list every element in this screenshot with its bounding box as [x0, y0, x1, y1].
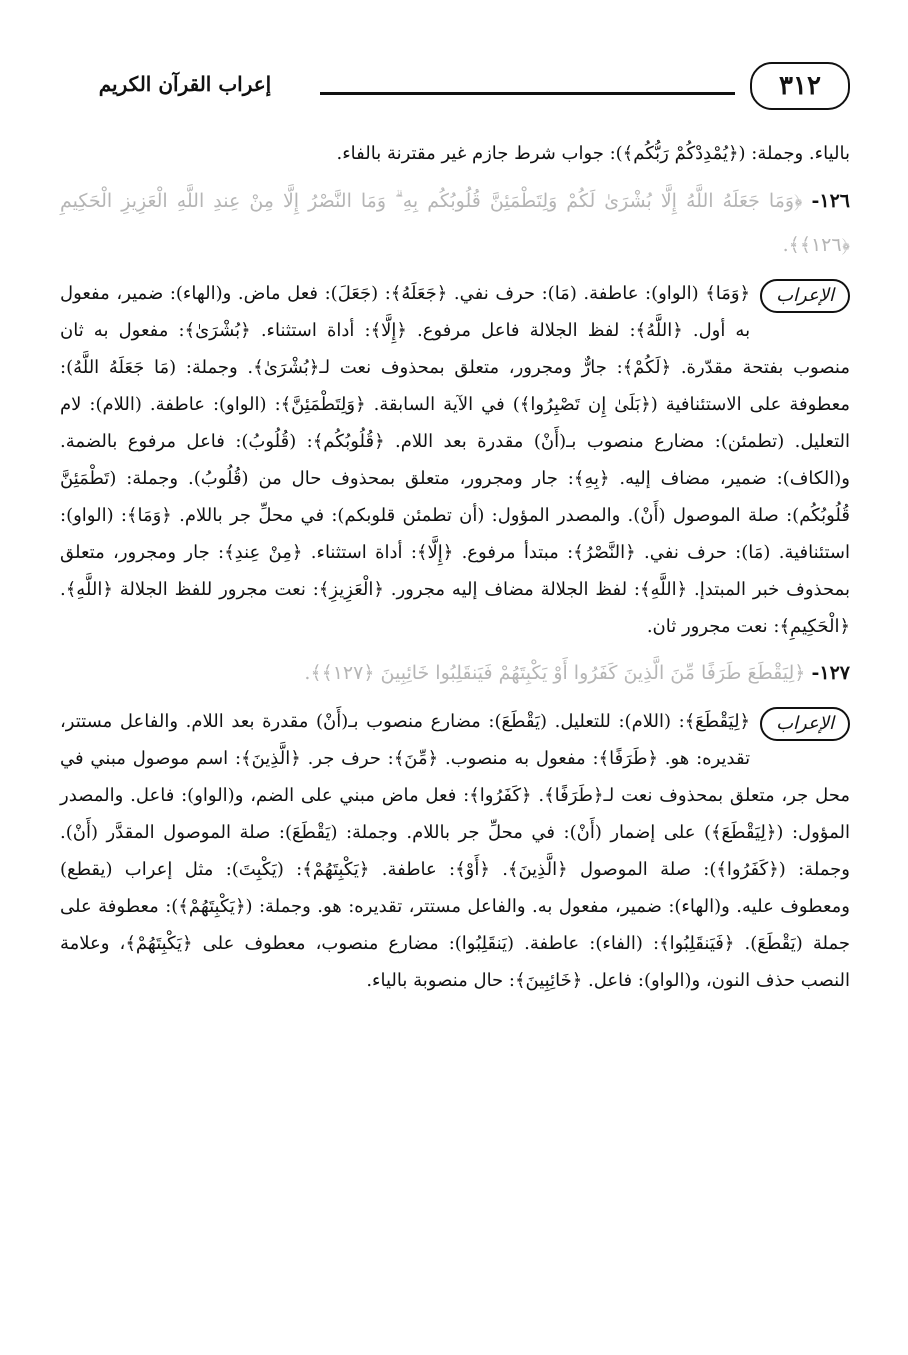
paragraph-intro: بالياء. وجملة: (﴿يُمْدِدْكُمْ رَبُّكُم﴾): جواب شرط جازم غير مقترنة بالفاء.	[336, 143, 850, 164]
irab-paragraph-127	[60, 703, 850, 999]
irab-paragraph-126	[60, 275, 850, 645]
irab-text: ﴿لِيَقْطَعَ﴾: (اللام): للتعليل. (يَقْطَعَ): مضارع منصوب بـ(أَنْ) مقدرة بعد اللام. والفاعل مستتر، تقديره: هو. ﴿طَرَفًا﴾: مفعول به منصوب. ﴿مِّنَ﴾: حرف جر. ﴿الَّذِينَ﴾: اسم موصول مبني في محل جر، متعلق بمحذوف نعت لـ﴿طَرَفًا﴾. ﴿كَفَرُوا﴾: فعل ماض مبني على الضم، و(الواو): فاعل. والمصدر المؤول: (﴿لِيَقْطَعَ﴾) على إضمار (أَنْ): في محلِّ جر باللام. وجملة: (يَقْطَعَ): صلة الموصول المقدَّر (أَنْ). وجملة: (﴿كَفَرُوا﴾): صلة الموصول ﴿الَّذِينَ﴾. ﴿أَوْ﴾: عاطفة. ﴿يَكْبِتَهُمْ﴾: (يَكْبِتَ): مثل إعراب (يقطع) ومعطوف عليه. و(الهاء): ضمير، مفعول به. والفاعل مستتر، تقديره: هو. وجملة: (﴿يَكْبِتَهُمْ﴾): معطوفة على جملة (يَقْطَعَ). ﴿فَيَنقَلِبُوا﴾: (الفاء): عاطفة. (يَنقَلِبُوا): مضارع منصوب، معطوف على ﴿يَكْبِتَهُمْ﴾، وعلامة النصب حذف النون، و(الواو): فاعل. ﴿خَائِبِينَ﴾: حال منصوبة بالياء.	[60, 711, 850, 991]
irab-label: الإعراب	[760, 279, 850, 313]
page-header	[60, 62, 850, 122]
irab-text: ﴿وَمَا﴾ (الواو): عاطفة. (مَا): حرف نفي. ﴿جَعَلَهُ﴾: (جَعَلَ): فعل ماض. و(الهاء): ضمير، مفعول به أول. ﴿اللَّهُ﴾: لفظ الجلالة فاعل مرفوع. ﴿إِلَّا﴾: أداة استثناء. ﴿بُشْرَىٰ﴾: مفعول به ثان منصوب بفتحة مقدّرة. ﴿لَكُمْ﴾: جارٌّ ومجرور، متعلق بمحذوف نعت لـ﴿بُشْرَىٰ﴾. وجملة: (مَا جَعَلَهُ اللَّهُ): معطوفة على الاستئنافية (﴿بَلَىٰ إِن تَصْبِرُوا﴾) في الآية السابقة. ﴿وَلِتَطْمَئِنَّ﴾: (الواو): عاطفة. (اللام): لام التعليل. (تطمئن): مضارع منصوب بـ(أَنْ) مقدرة بعد اللام. ﴿قُلُوبُكُم﴾: (قُلُوبُ): فاعل مرفوع بالضمة. و(الكاف): ضمير، مضاف إليه. ﴿بِهِ﴾: جار ومجرور، متعلق بمحذوف حال من (قُلُوبُ). وجملة: (تَطْمَئِنَّ قُلُوبُكُم): صلة الموصول (أَنْ). والمصدر المؤول: (أن تطمئن قلوبكم): في محلِّ جر باللام. ﴿وَمَا﴾: (الواو): استئنافية. (مَا): حرف نفي. ﴿النَّصْرُ﴾: مبتدأ مرفوع. ﴿إِلَّا﴾: أداة استثناء. ﴿مِنْ عِندِ﴾: جار ومجرور، متعلق بمحذوف خبر المبتدإ. ﴿اللَّهِ﴾: لفظ الجلالة مضاف إليه مجرور. ﴿الْعَزِيزِ﴾: نعت مجرور للفظ الجلالة ﴿اللَّهِ﴾. ﴿الْحَكِيمِ﴾: نعت مجرور ثان.	[60, 283, 850, 637]
page-number: ٣١٢	[750, 62, 850, 110]
header-rule	[320, 92, 735, 95]
verse-127	[60, 651, 850, 695]
irab-label: الإعراب	[760, 707, 850, 741]
verse-text: ﴿وَمَا جَعَلَهُ اللَّهُ إِلَّا بُشْرَىٰ لَكُمْ وَلِتَطْمَئِنَّ قُلُوبُكُم بِهِ ۗ وَمَا النَّصْرُ إِلَّا مِنْ عِندِ اللَّهِ الْعَزِيزِ الْحَكِيمِ ﴿١٢٦﴾﴾.	[60, 190, 850, 256]
verse-text: ﴿لِيَقْطَعَ طَرَفًا مِّنَ الَّذِينَ كَفَرُوا أَوْ يَكْبِتَهُمْ فَيَنقَلِبُوا خَائِبِينَ ﴿١٢٧﴾﴾.	[304, 662, 806, 684]
verse-126	[60, 179, 850, 267]
verse-number: ١٢٧-	[811, 662, 850, 684]
book-title: إعراب القرآن الكريم	[98, 72, 272, 96]
verse-number: ١٢٦-	[811, 190, 850, 212]
page-body	[60, 135, 850, 999]
